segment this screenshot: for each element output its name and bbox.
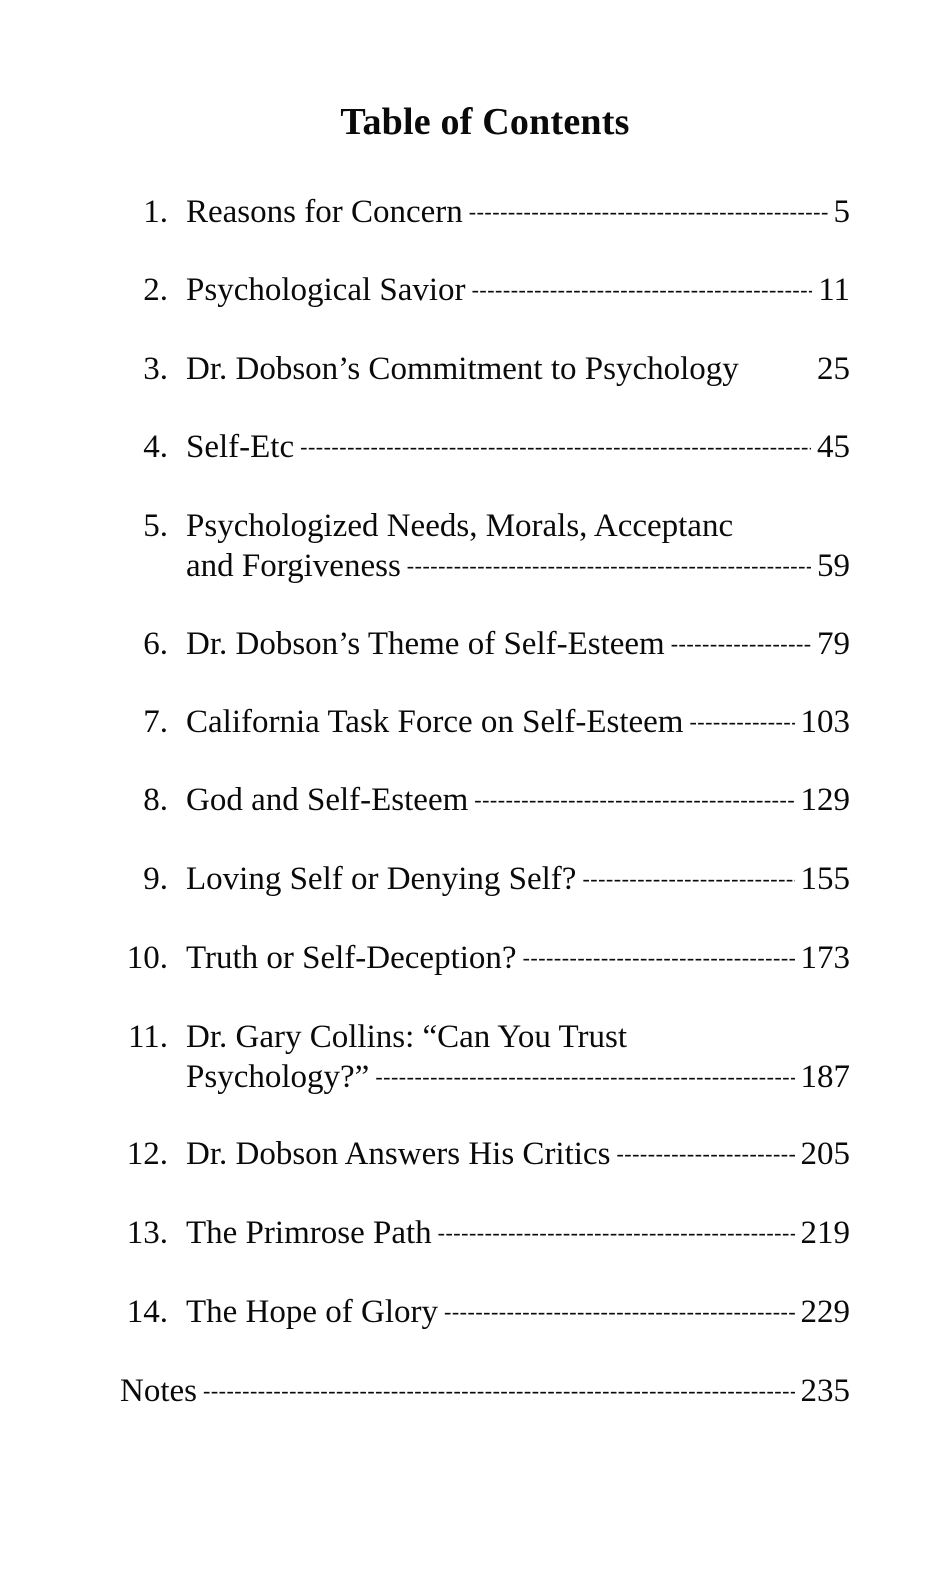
entry-number: 5. [143, 508, 168, 544]
entry-number: 2. [143, 272, 168, 308]
entry-title: Dr. Dobson’s Theme of Self-Esteem [186, 626, 665, 662]
entry-number: 7. [143, 704, 168, 740]
dot-leader [469, 192, 828, 232]
entry-page-number: 173 [800, 940, 850, 976]
entry-page-number: 129 [800, 782, 850, 818]
entry-page-number: 219 [800, 1215, 850, 1251]
entry-title: Dr. Dobson Answers His Critics [186, 1136, 611, 1172]
entry-number: 14. [126, 1294, 168, 1330]
notes-page-number: 235 [800, 1373, 850, 1409]
entry-title: Dr. Gary Collins: “Can You Trust [186, 1019, 628, 1055]
entry-page-number: 155 [800, 861, 850, 897]
entry-title: The Primrose Path [186, 1215, 432, 1251]
entry-page-number: 205 [800, 1136, 850, 1172]
dot-leader [407, 546, 811, 586]
entry-page-number: 59 [817, 548, 850, 584]
entry-page-number: 45 [817, 429, 850, 465]
entry-title: Psychologized Needs, Morals, Acceptanc [186, 508, 734, 544]
dot-leader [582, 859, 794, 899]
entry-title: Truth or Self-Deception? [186, 940, 517, 976]
entry-number: 1. [143, 194, 168, 230]
entry-title-continued: and Forgiveness [186, 548, 401, 584]
dot-leader [523, 938, 795, 978]
entry-page-number: 25 [817, 351, 850, 387]
entry-title: Dr. Dobson’s Commitment to Psychology [186, 351, 739, 387]
entry-page-number: 5 [833, 194, 850, 230]
dot-leader [375, 1057, 794, 1097]
entry-number: 3. [143, 351, 168, 387]
entry-number: 11. [127, 1019, 168, 1055]
entry-title: Loving Self or Denying Self? [186, 861, 577, 897]
entry-title: California Task Force on Self-Esteem [186, 704, 684, 740]
dot-leader [671, 624, 811, 664]
entry-page-number: 103 [800, 704, 850, 740]
entry-title: Psychological Savior [186, 272, 466, 308]
entry-number: 10. [126, 940, 168, 976]
entry-page-number: 229 [800, 1294, 850, 1330]
dot-leader [474, 780, 794, 820]
dot-leader [300, 427, 811, 467]
entry-title: God and Self-Esteem [186, 782, 469, 818]
entry-number: 6. [143, 626, 168, 662]
entry-title: Self-Etc [186, 429, 295, 465]
entry-page-number: 79 [817, 626, 850, 662]
dot-leader [203, 1371, 795, 1411]
entry-page-number: 187 [800, 1059, 850, 1095]
entry-number: 4. [143, 429, 168, 465]
entry-page-number: 11 [818, 272, 850, 308]
entry-title: Reasons for Concern [186, 194, 463, 230]
page-title: Table of Contents [340, 101, 630, 143]
dot-leader [472, 270, 813, 310]
entry-number: 12. [126, 1136, 168, 1172]
dot-leader [616, 1134, 794, 1174]
entry-number: 13. [126, 1215, 168, 1251]
dot-leader [438, 1213, 795, 1253]
entry-title-continued: Psychology?” [186, 1059, 370, 1095]
dot-leader [444, 1292, 794, 1332]
notes-title: Notes [120, 1373, 197, 1409]
entry-number: 8. [143, 782, 168, 818]
dot-leader [689, 702, 794, 742]
entry-title: The Hope of Glory [186, 1294, 439, 1330]
entry-number: 9. [143, 861, 168, 897]
